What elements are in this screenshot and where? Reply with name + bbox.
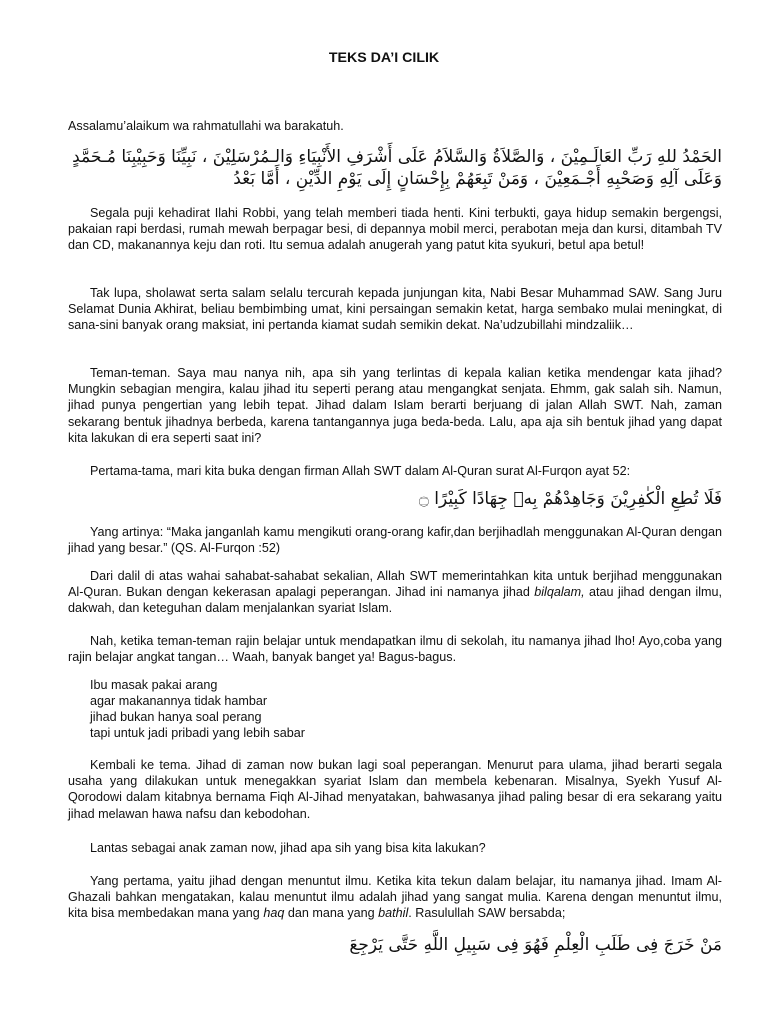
- paragraph-menuntut-ilmu: [68, 873, 722, 922]
- paragraph-ilmu-text-end: . Rasulullah SAW bersabda;: [408, 906, 566, 921]
- paragraph-sholawat: Tak lupa, sholawat serta salam selalu tercurah kepada junjungan kita, Nabi Besar Muhammad SAW. Sang Juru Selamat Dunia Akhirat, beliau bembimbing umat, kini persaingan semakin ketat, harga sembako mulai meningkat, di sana-sini banyak orang maksiat, ini pertanda kiamat sudah semikin dekat. Na’udzubillahi mindzaliik…: [68, 286, 722, 333]
- term-bilqalam: bilqalam,: [534, 585, 585, 600]
- arabic-opening-line-2: وَعَلَى آلِهِ وَصَحْبِهِ أَجْـمَعِيْنَ ، وَمَنْ تَبِعَهُمْ بِإِحْسَانٍ إِلَى يَوْمِ الدِّيْنِ ، أَمَّا بَعْدُ: [233, 169, 722, 189]
- paragraph-translation: Yang artinya: “Maka janganlah kamu mengikuti orang-orang kafir,dan berjihadlah menggunakan Al-Quran dengan jihad yang besar.” (QS. Al-Furqon :52): [68, 525, 722, 556]
- arabic-hadith: مَنْ خَرَجَ فِى طَلَبِ الْعِلْمِ فَهُوَ فِى سَبِيلِ اللَّهِ حَتَّى يَرْجِعَ: [349, 935, 722, 955]
- paragraph-furqon-intro: Pertama-tama, mari kita buka dengan firman Allah SWT dalam Al-Quran surat Al-Furqon ayat 52:: [90, 464, 631, 478]
- paragraph-dalil: [68, 568, 722, 617]
- paragraph-ilmu-text: Yang pertama, yaitu jihad dengan menuntut ilmu. Ketika kita tekun dalam belajar, itu namanya jihad. Imam Al-Ghazali bahkan mengatakan, kalau menuntut ilmu adalah jihad yang sangat mulia. Karena dengan menuntut ilmu, kita bisa membedakan mana yang: [68, 874, 722, 921]
- paragraph-dalil-text: Dari dalil di atas wahai sahabat-sahabat sekalian, Allah SWT memerintahkan kita untuk berjihad menggunakan Al-Quran. Bukan dengan kekerasan apalagi peperangan. Jihad ini namanya jihad: [68, 569, 722, 600]
- arabic-opening-line-1: الحَمْدُ للهِ رَبِّ العَالَـمِيْنَ ، وَالصَّلاَةُ وَالسَّلاَمُ عَلَى أَشْرَفِ الأَنْبِيَاءِ وَالـمُرْسَلِيْنَ ، نَبِيِّنَا وَحَبِيْبِنَا مُـحَمَّدٍ: [72, 147, 722, 167]
- paragraph-dalil-text-end: atau jihad dengan ilmu, dakwah, dan keteguhan dalam menjalankan syariat Islam.: [68, 585, 722, 616]
- arabic-verse: فَلَا تُطِعِ الْكٰفِرِيْنَ وَجَاهِدْهُمْ بِهٖ جِهَادًا كَبِيْرًا ۝: [418, 489, 722, 509]
- arabic-opening: [44, 146, 722, 190]
- term-bathil: bathil: [378, 906, 409, 921]
- paragraph-belajar: Nah, ketika teman-teman rajin belajar untuk mendapatkan ilmu di sekolah, itu namanya jihad lho! Ayo,coba yang rajin belajar angkat tangan… Waah, banyak banget ya! Bagus-bagus.: [68, 634, 722, 665]
- paragraph-jihad-question: Teman-teman. Saya mau nanya nih, apa sih yang terlintas di kepala kalian ketika mendengar kata jihad? Mungkin sebagian mengira, kalau jihad itu seperti perang atau mengangkat senjata. Ehmm, gak salah sih. Namun, jihad punya pengertian yang lebih tepat. Jihad dalam Islam berarti berjuang di jalan Allah SWT. Nah, zaman sekarang bentuk jihadnya berbeda, karena tantangannya juga beda-beda. Lalu, apa aja sih bentuk jihad yang dapat kita lakukan di era seperti saat ini?: [68, 366, 722, 445]
- poem-line: agar makanannya tidak hambar: [90, 694, 268, 708]
- document-title: TEKS DA’I CILIK: [328, 50, 440, 66]
- greeting: Assalamu’alaikum wa rahmatullahi wa barakatuh.: [68, 119, 344, 133]
- poem: [68, 677, 744, 741]
- poem-line: tapi untuk jadi pribadi yang lebih sabar: [90, 726, 305, 740]
- paragraph-praise: Segala puji kehadirat Ilahi Robbi, yang telah memberi tiada henti. Kini terbukti, gaya hidup semakin bergengsi, pakaian rapi berdasi, rumah mewah berpagar besi, di depannya mobil merci, perabotan meja dan kursi, ditambah TV dan CD, makanannya keju dan roti. Itu semua adalah anugerah yang patut kita syukuri, betul apa betul!: [68, 206, 722, 253]
- poem-line: jihad bukan hanya soal perang: [90, 710, 262, 724]
- paragraph-tema: Kembali ke tema. Jihad di zaman now bukan lagi soal peperangan. Menurut para ulama, jihad berarti segala usaha yang dilakukan untuk menegakkan syariat Islam dan membela kebenaran. Misalnya, Syekh Yusuf Al-Qorodowi dalam kitabnya bernama Fiqh Al-Jihad menyatakan, bahwasanya jihad paling besar di era sekarang yaitu jihad melawan hawa nafsu dan kebodohan.: [68, 758, 722, 821]
- paragraph-ilmu-text-middle: dan mana yang: [284, 906, 379, 921]
- term-haq: haq: [263, 906, 285, 921]
- paragraph-lantas: Lantas sebagai anak zaman now, jihad apa sih yang bisa kita lakukan?: [90, 841, 486, 855]
- poem-line: Ibu masak pakai arang: [90, 678, 218, 692]
